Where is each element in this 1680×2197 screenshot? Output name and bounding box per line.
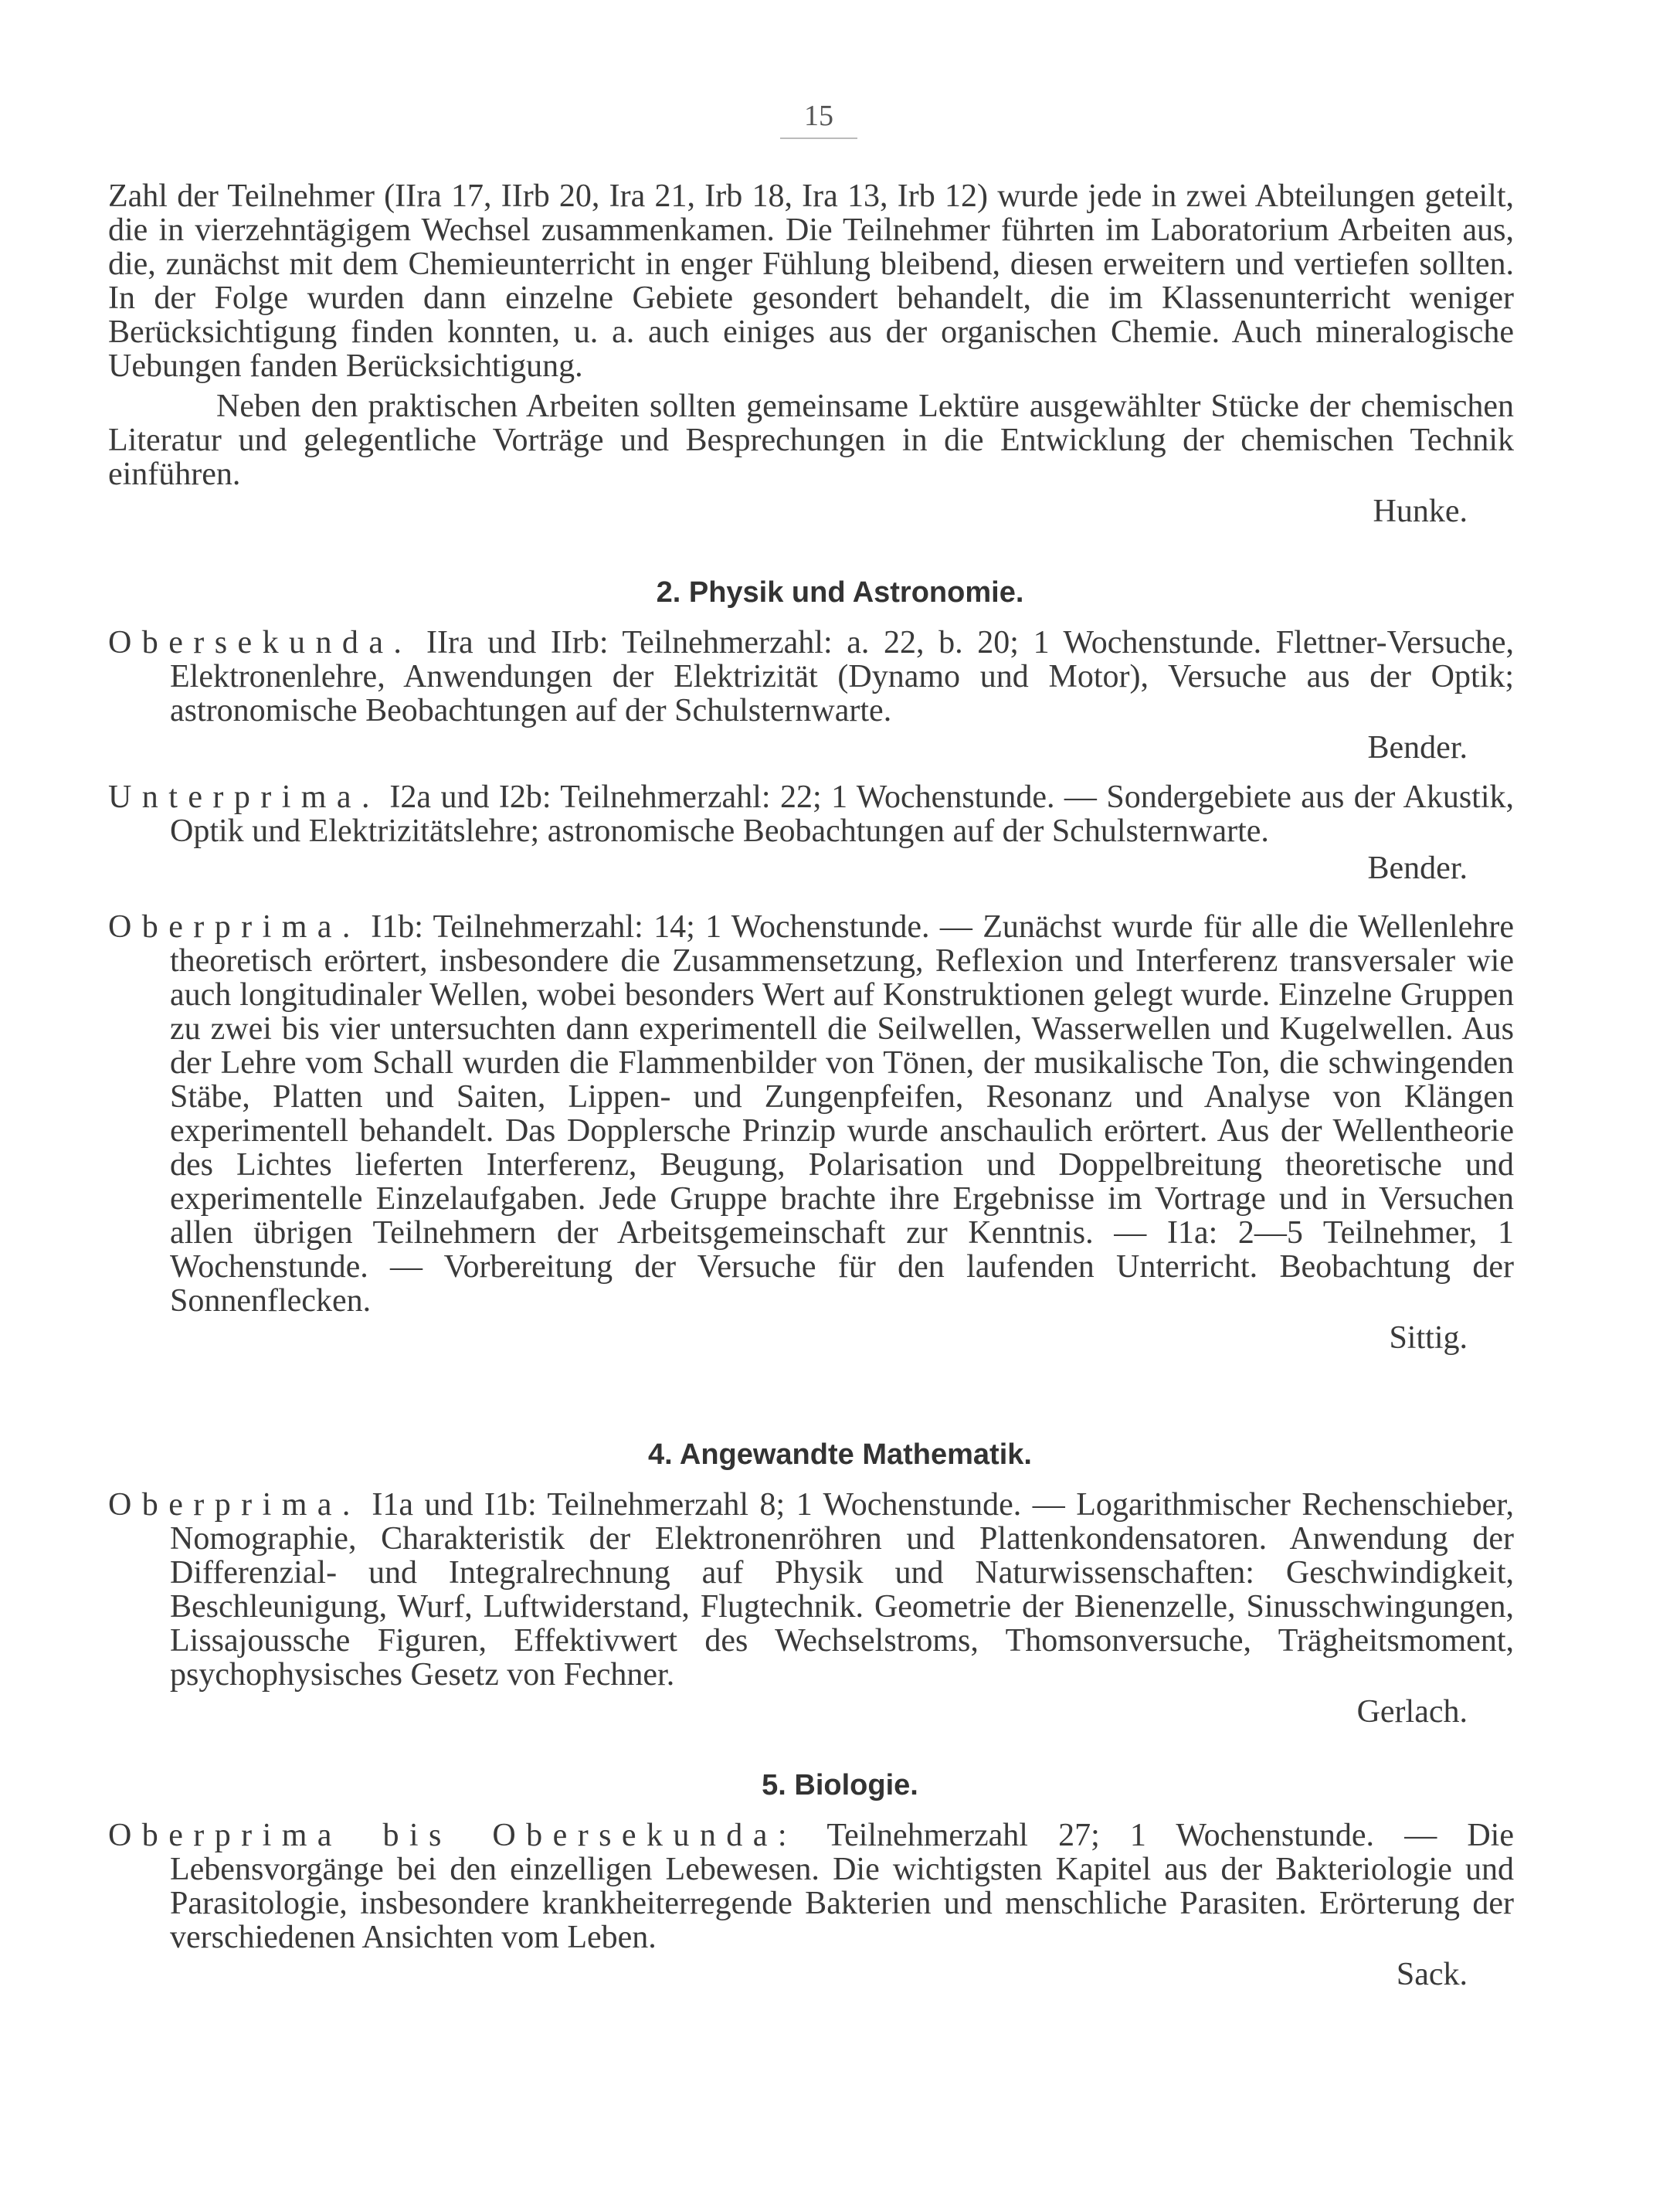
signature-bender-2: Bender. [1367,851,1468,886]
physik-obersekunda [108,626,1514,765]
page-number: 15 [804,100,833,132]
label-unterprima: Unterprima. [108,779,380,815]
text-math-oberprima: I1a und I1b: Teilnehmerzahl 8; 1 Wochenstunde. — Logarithmischer Rechenschieber, Nomographie, Charakteristik der Elektronenröhren und Plattenkondensatoren. Anwendung der Differenzial- und Integralrechnung auf Physik und Naturwissenschaften: Geschwindigkeit, Beschleunigung, Wurf, Luftwiderstand, Flugtechnik. Geometrie der Bienenzelle, Sinusschwingungen, Lissajoussche Figuren, Effektivwert des Wechselstroms, Thomsonversuche, Trägheitsmoment, psychophysisches Gesetz von Fechner. [170,1487,1515,1693]
section-heading-mathematik: 4. Angewandte Mathematik. [648,1438,1032,1471]
section-heading-physik: 2. Physik und Astronomie. [656,576,1024,609]
signature-sittig: Sittig. [1389,1320,1468,1356]
signature-bender-1: Bender. [1367,730,1468,766]
signature-gerlach: Gerlach. [1356,1694,1468,1730]
section-heading-biologie: 5. Biologie. [762,1769,918,1801]
text-obersekunda: IIra und IIrb: Teilnehmerzahl: a. 22, b. 20; 1 Wochenstunde. Flettner-Versuche, Elektronenlehre, Anwendungen der Elektrizität (Dynamo und Motor), Versuche aus der Optik; astronomische Beobachtungen auf der Schulsternwarte. [170,625,1515,728]
physik-unterprima [108,780,1514,885]
label-obersekunda: Obersekunda. [108,625,412,660]
chemie-paragraph-1: Zahl der Teilnehmer (IIra 17, IIrb 20, Ira 21, Irb 18, Ira 13, Irb 12) wurde jede in zwei Abteilungen geteilt, die in vierzehntägigem Wechsel zusammenkamen. Die Teilnehmer führten im Laboratorium Arbeiten aus, die, zunächst mit dem Chemieunterricht in enger Fühlung bleibend, diesen erweitern und vertiefen sollten. In der Folge wurden dann einzelne Gebiete gesondert behandelt, die im Klassenunterricht weniger Berücksichtigung finden konnten, u. a. auch einiges aus der organischen Chemie. Auch mineralogische Uebungen fanden Berücksichtigung. [108,178,1514,384]
biologie-oberprima [108,1818,1514,1992]
signature-hunke: Hunke. [1373,494,1468,529]
page-number-rule [780,138,857,139]
label-math-oberprima: Oberprima. [108,1487,361,1523]
label-oberprima: Oberprima. [108,909,361,945]
chemie-continued [108,179,1514,528]
physik-oberprima [108,910,1514,1355]
chemie-paragraph-2: Neben den praktischen Arbeiten sollten gemeinsame Lektüre ausgewählter Stücke der chemischen Literatur und gelegentliche Vorträge und Besprechungen in die Entwicklung der chemischen Technik einführen. [108,389,1514,492]
signature-sack: Sack. [1396,1957,1468,1992]
text-unterprima: I2a und I2b: Teilnehmerzahl: 22; 1 Wochenstunde. — Sondergebiete aus der Akustik, Optik und Elektrizitätslehre; astronomische Beobachtungen auf der Schulsternwarte. [170,779,1515,849]
mathematik-oberprima [108,1488,1514,1729]
text-oberprima: I1b: Teilnehmerzahl: 14; 1 Wochenstunde. — Zunächst wurde für alle die Wellenlehre theoretisch erörtert, insbesondere die Zusammensetzung, Reflexion und Interferenz transversaler wie auch longitudinaler Wellen, wobei besonders Wert auf Konstruktionen gelegt wurde. Einzelne Gruppen zu zwei bis vier untersuchten dann experimentell die Seilwellen, Wasserwellen und Kugelwellen. Aus der Lehre vom Schall wurden die Flammenbilder von Tönen, der musikalische Ton, die schwingenden Stäbe, Platten und Saiten, Lippen- und Zungenpfeifen, Resonanz und Analyse von Klängen experimentell behandelt. Das Dopplersche Prinzip wurde anschaulich erörtert. Aus der Wellentheorie des Lichtes lieferten Interferenz, Beugung, Polarisation und Doppelbreitung theoretische und experimentelle Einzelaufgaben. Jede Gruppe brachte ihre Ergebnisse im Vortrage und in Versuchen allen übrigen Teilnehmern der Arbeitsgemeinschaft zur Kenntnis. — I1a: 2—5 Teilnehmer, 1 Wochenstunde. — Vorbereitung der Versuche für den laufenden Unterricht. Beobachtung der Sonnenflecken. [170,909,1514,1319]
label-biologie: Oberprima bis Obersekunda: [108,1818,797,1853]
text-biologie: Teilnehmerzahl 27; 1 Wochenstunde. — Die Lebensvorgänge bei den einzelligen Lebewesen. Die wichtigsten Kapitel aus der Bakteriologie und Parasitologie, insbesondere krankheiterregende Bakterien und menschliche Parasiten. Erörterung der verschiedenen Ansichten vom Leben. [170,1818,1514,1955]
